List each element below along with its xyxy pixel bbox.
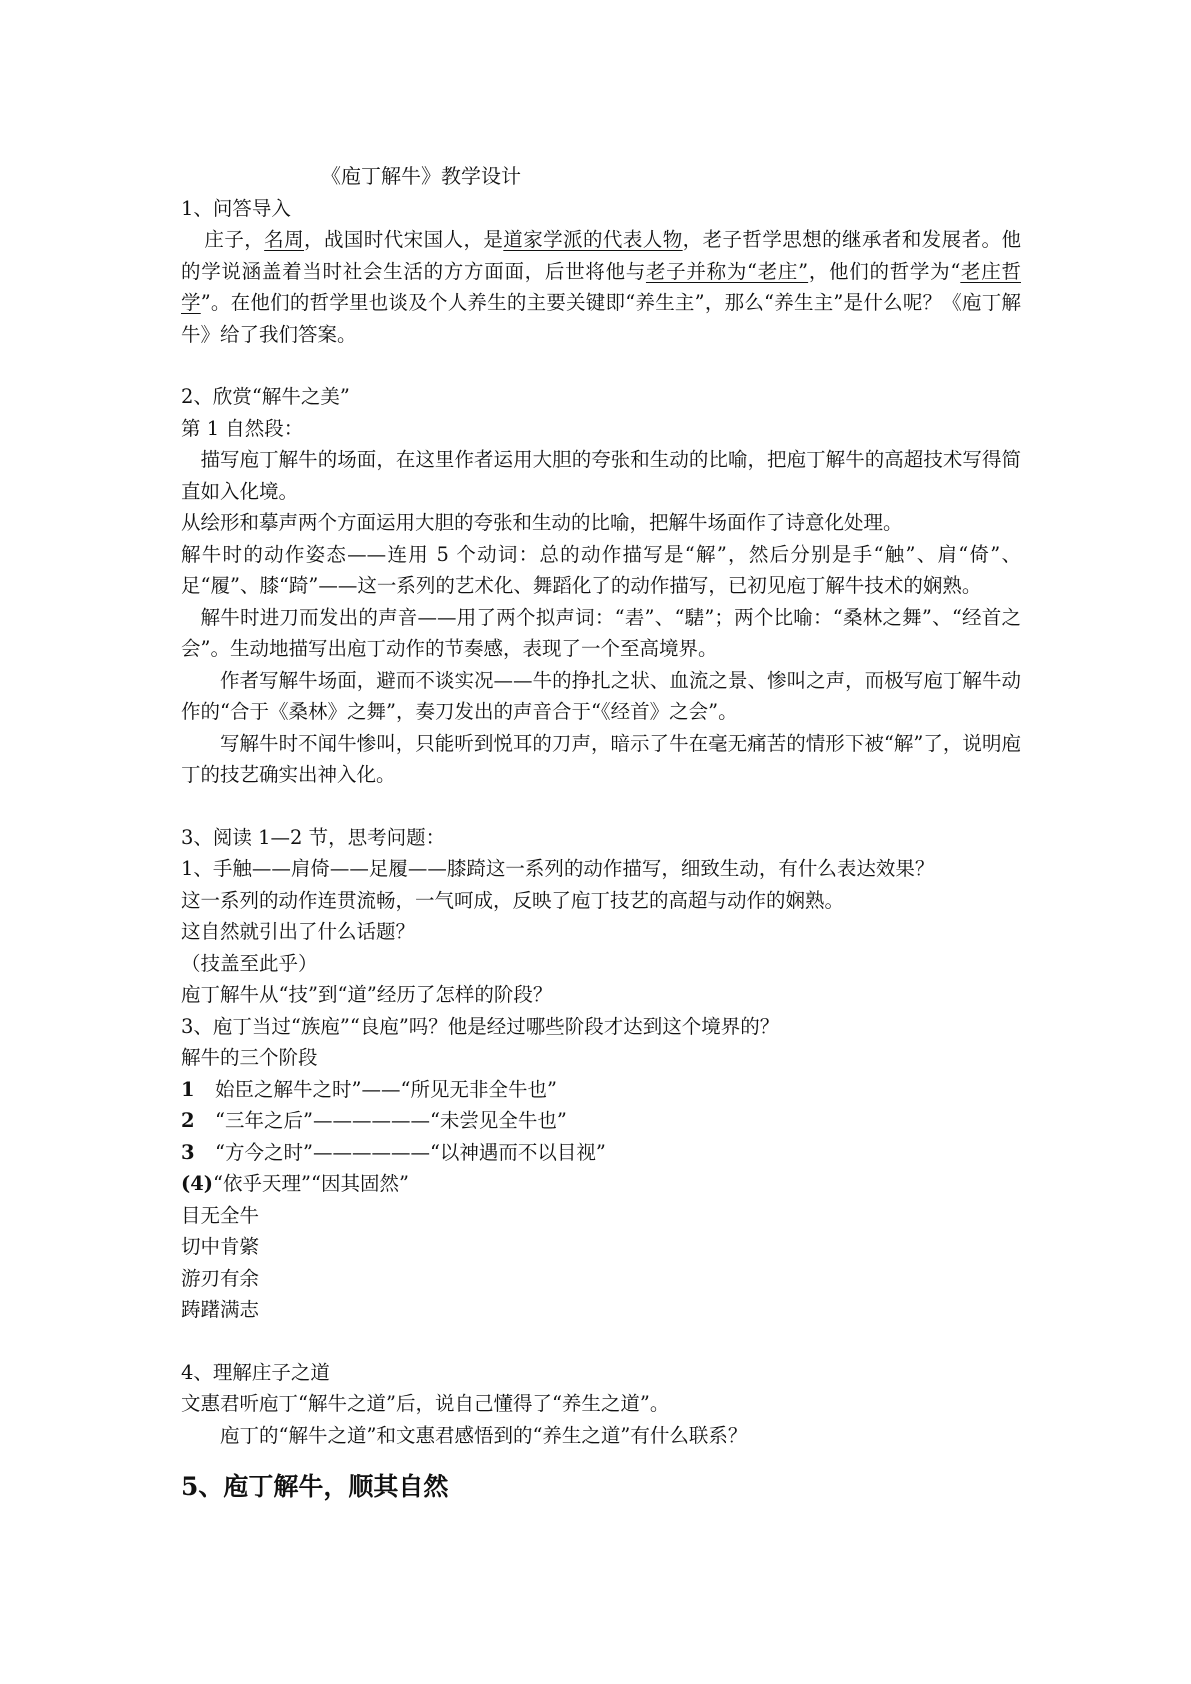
text-run: ，老子哲学思想的继承者和发展者。他的学说涵盖着当时社会生活的方方面面，后世将他与 (181, 228, 1021, 283)
stage-item (181, 1168, 1021, 1200)
section-3-line: 1、手触——肩倚——足履——膝踦这一系列的动作描写，细致生动，有什么表达效果？ (181, 857, 935, 880)
document-body (181, 161, 1021, 1503)
underlined-text: 老庄哲学 (181, 259, 1021, 314)
stage-number: 3 (181, 1140, 195, 1164)
section-3-line: 解牛的三个阶段 (181, 1046, 318, 1069)
section-2-paragraph: 描写庖丁解牛的场面，在这里作者运用大胆的夸张和生动的比喻，把庖丁解牛的高超技术写得简直如入化境。 (181, 448, 1021, 503)
section-2-paragraph: 写解牛时不闻牛惨叫，只能听到悦耳的刀声，暗示了牛在毫无痛苦的情形下被“解”了，说明庖丁的技艺确实出神入化。 (181, 731, 1021, 786)
stage-number: 2 (181, 1109, 195, 1132)
section-2-paragraph: 解牛时进刀而发出的声音——用了两个拟声词：“砉”、“騞”；两个比喻：“桑林之舞”、“经首之会”。生动地描写出庖丁动作的节奏感，表现了一个至高境界。 (181, 605, 1021, 660)
idiom-line: 踌躇满志 (181, 1298, 260, 1321)
text-run: ”。在他们的哲学里也谈及个人养生的主要关键即“养生主”，那么“养生主”是什么呢？《庖丁解牛》给了我们答案。 (181, 291, 1021, 346)
section-2-paragraph: 解牛时的动作姿态——连用 5 个动词：总的动作描写是“解”，然后分别是手“触”、肩“倚”、足“履”、膝“踦”——这一系列的艺术化、舞蹈化了的动作描写，已初见庖丁解牛技术的娴熟。 (181, 542, 1021, 597)
stage-text: “三年之后”——————“未尝见全牛也” (215, 1109, 567, 1132)
stage-number: 1 (181, 1077, 195, 1101)
text-run: ，他们的哲学为“ (808, 259, 961, 283)
section-3-line: （技盖至此乎） (181, 951, 318, 975)
idiom-line: 目无全牛 (181, 1203, 260, 1227)
idiom-line: 切中肯綮 (181, 1235, 260, 1258)
underlined-text: 道家学派的代表人物 (503, 228, 683, 251)
section-3-heading: 3、阅读 1—2 节，思考问题： (181, 825, 446, 849)
idiom-line: 游刃有余 (181, 1266, 260, 1290)
stage-item (181, 1074, 1021, 1106)
spacer (181, 791, 1021, 822)
underlined-text: 名周 (264, 228, 305, 251)
section-5-heading: 5、庖丁解牛，顺其自然 (181, 1472, 449, 1501)
section-3-line: 庖丁解牛从“技”到“道”经历了怎样的阶段？ (181, 983, 553, 1006)
stage-text: “依乎天理”“因其固然” (213, 1172, 409, 1195)
section-4-heading: 4、理解庄子之道 (181, 1360, 330, 1384)
stage-text: 始臣之解牛之时”——“所见无非全牛也” (215, 1077, 557, 1101)
section-3-line: 3、庖丁当过“族庖”“良庖”吗？他是经过哪些阶段才达到这个境界的？ (181, 1014, 780, 1038)
text-run: ，战国时代宋国人，是 (304, 228, 504, 251)
section-4-line: 庖丁的“解牛之道”和文惠君感悟到的“养生之道”有什么联系？ (220, 1423, 748, 1447)
document-title: 《庖丁解牛》教学设计 (321, 164, 521, 188)
section-4-line: 文惠君听庖丁“解牛之道”后，说自己懂得了“养生之道”。 (181, 1392, 670, 1415)
section-2-heading: 2、欣赏“解牛之美” (181, 385, 350, 408)
underlined-text: 老子并称为“老庄” (645, 259, 809, 283)
stage-text: “方今之时”——————“以神遇而不以目视” (215, 1140, 606, 1164)
stage-number: (4) (181, 1172, 214, 1195)
section-3-line: 这自然就引出了什么话题？ (181, 920, 416, 943)
section-2-paragraph: 作者写解牛场面，避而不谈实况——牛的挣扎之状、血流之景、惨叫之声，而极写庖丁解牛动作的“合于《桑林》之舞”，奏刀发出的声音合于“《经首》之会”。 (181, 668, 1021, 723)
section-1-heading: 1、问答导入 (181, 196, 291, 220)
section-3-line: 这一系列的动作连贯流畅，一气呵成，反映了庖丁技艺的高超与动作的娴熟。 (181, 888, 845, 912)
spacer (181, 1326, 1021, 1357)
spacer (181, 350, 1021, 381)
text-run: 庄子， (204, 228, 265, 251)
stage-item (181, 1137, 1021, 1169)
stage-item (181, 1105, 1021, 1137)
section-2-paragraph: 从绘形和摹声两个方面运用大胆的夸张和生动的比喻，把解牛场面作了诗意化处理。 (181, 511, 903, 534)
section-1-paragraph (181, 224, 1021, 350)
section-2-subheading: 第 1 自然段： (181, 416, 304, 440)
